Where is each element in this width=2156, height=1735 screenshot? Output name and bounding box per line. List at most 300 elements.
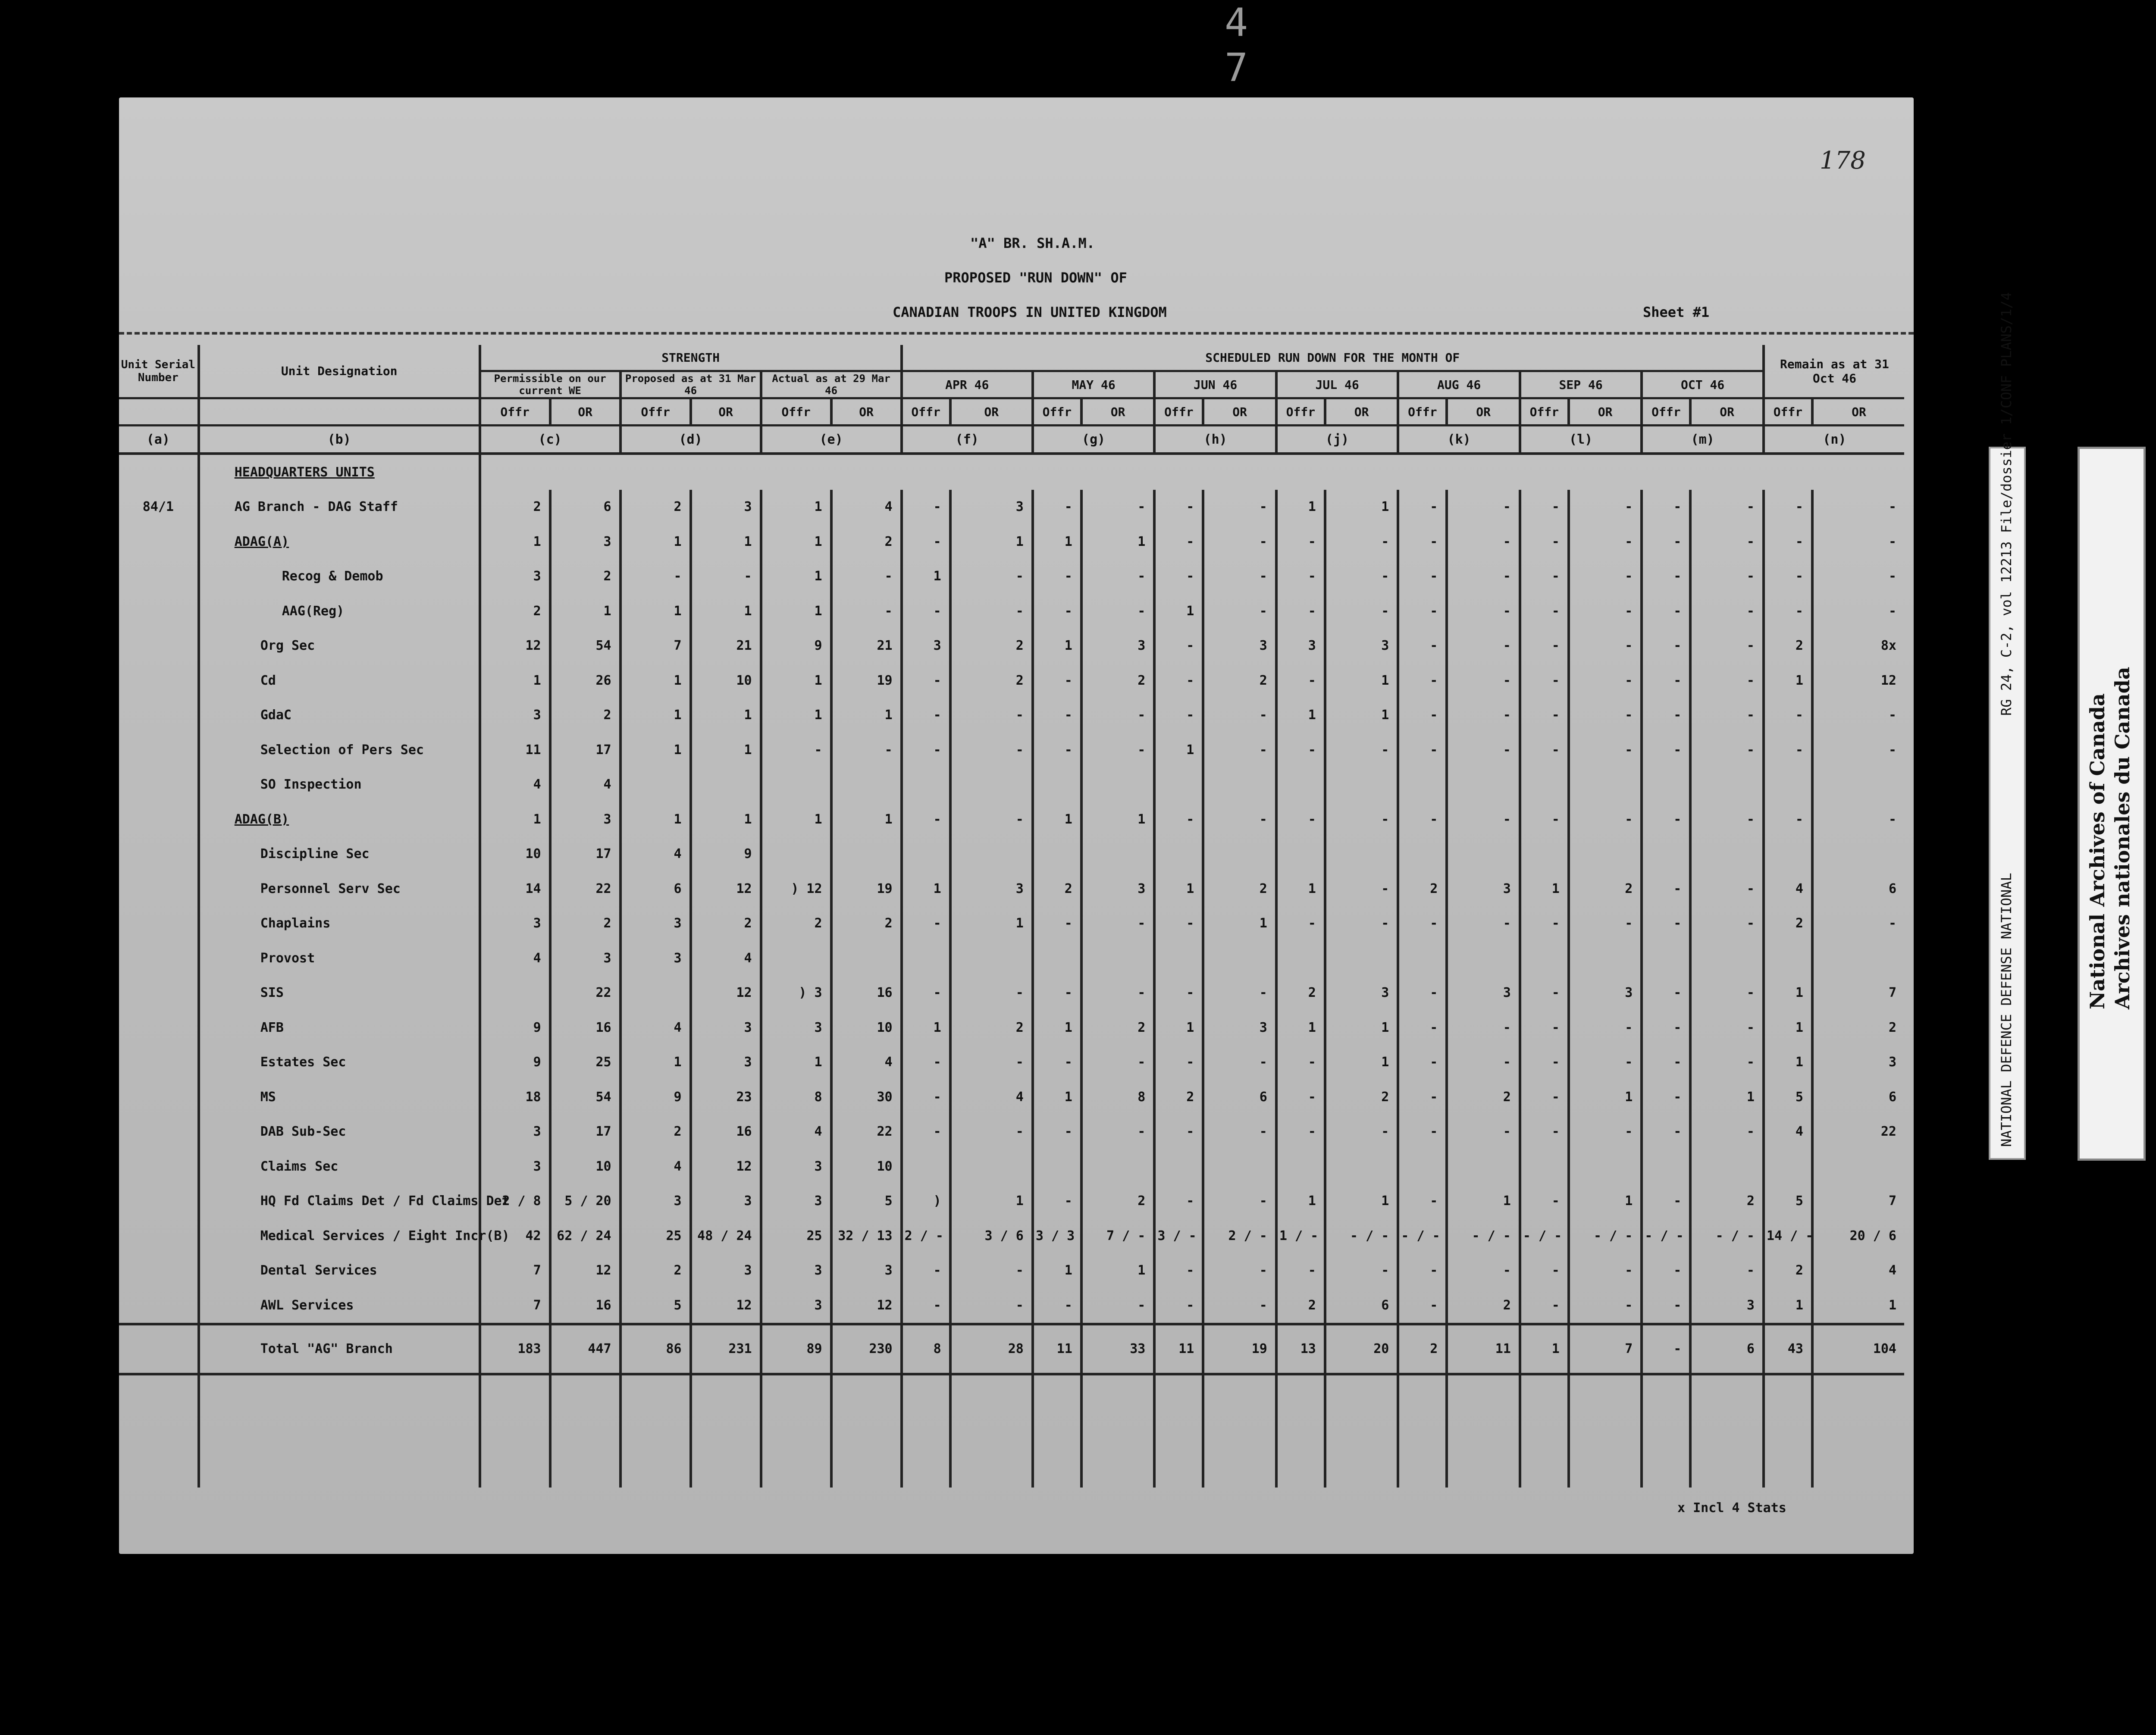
- archive-name-fr: Archives nationales du Canada: [2111, 667, 2134, 1009]
- value-cell: -: [1276, 906, 1325, 941]
- value-cell: [1569, 837, 1642, 872]
- archive-reference-label: [1989, 292, 2026, 1160]
- value-cell: -: [1081, 733, 1155, 767]
- value-cell: -: [1447, 594, 1520, 629]
- designation-text: Provost: [260, 950, 315, 966]
- value-cell: 3: [691, 1010, 761, 1045]
- value-cell: -: [1276, 802, 1325, 837]
- value-cell: 3 / -: [1154, 1218, 1203, 1253]
- value-cell: 12: [831, 1288, 902, 1324]
- total-value-cell: 183: [480, 1324, 550, 1374]
- value-cell: -: [1764, 733, 1812, 767]
- value-cell: -: [1398, 733, 1447, 767]
- value-cell: -: [1642, 1184, 1690, 1219]
- value-cell: 1: [1325, 1184, 1398, 1219]
- designation-cell: [199, 663, 480, 698]
- value-cell: -: [950, 594, 1033, 629]
- value-cell: 32 / 13: [831, 1218, 902, 1253]
- value-cell: [1447, 1149, 1520, 1184]
- value-cell: -: [902, 906, 950, 941]
- value-cell: [1569, 1149, 1642, 1184]
- header-or: OR: [831, 398, 902, 426]
- value-cell: [761, 941, 831, 976]
- value-cell: -: [902, 594, 950, 629]
- value-cell: 3: [1325, 629, 1398, 664]
- value-cell: [1812, 837, 1904, 872]
- value-cell: 3: [480, 698, 550, 733]
- value-cell: 1: [691, 733, 761, 767]
- column-letter: (j): [1276, 426, 1398, 454]
- value-cell: 5: [620, 1288, 691, 1324]
- value-cell: -: [1569, 1288, 1642, 1324]
- column-letter: (e): [761, 426, 902, 454]
- value-cell: -: [1690, 802, 1764, 837]
- value-cell: -: [1812, 733, 1904, 767]
- value-cell: -: [1398, 1253, 1447, 1288]
- designation-cell: [199, 941, 480, 976]
- value-cell: [1398, 837, 1447, 872]
- value-cell: 2: [480, 594, 550, 629]
- value-cell: 3: [1203, 1010, 1276, 1045]
- value-cell: 5: [1764, 1080, 1812, 1115]
- value-cell: -: [902, 802, 950, 837]
- total-label: Total "AG" Branch: [199, 1324, 480, 1374]
- value-cell: [902, 1149, 950, 1184]
- table-row: [119, 698, 1904, 733]
- header-remain: Remain as at 31 Oct 46: [1764, 345, 1904, 398]
- value-cell: 3: [550, 941, 620, 976]
- value-cell: 2: [761, 906, 831, 941]
- value-cell: 2: [950, 663, 1033, 698]
- designation-text: Recog & Demob: [282, 569, 383, 584]
- value-cell: -: [1154, 524, 1203, 559]
- serial-cell: [119, 1324, 199, 1374]
- value-cell: 2: [831, 524, 902, 559]
- value-cell: -: [1154, 629, 1203, 664]
- value-cell: 2: [550, 906, 620, 941]
- value-cell: 3: [761, 1288, 831, 1324]
- value-cell: 4: [831, 1045, 902, 1080]
- value-cell: 1: [1325, 1045, 1398, 1080]
- value-cell: -: [1398, 906, 1447, 941]
- value-cell: 2: [1276, 1288, 1325, 1324]
- value-cell: -: [1520, 594, 1569, 629]
- header-offr: Offr: [480, 398, 550, 426]
- value-cell: 62 / 24: [550, 1218, 620, 1253]
- blank-cell: [950, 1374, 1033, 1488]
- designation-cell: [199, 767, 480, 802]
- designation-cell: [199, 906, 480, 941]
- value-cell: 3: [761, 1184, 831, 1219]
- blank-cell: [1764, 1374, 1812, 1488]
- designation-cell: [199, 1184, 510, 1219]
- value-cell: 22: [550, 871, 620, 906]
- value-cell: -: [1690, 663, 1764, 698]
- value-cell: [1154, 767, 1203, 802]
- value-cell: 2: [1081, 1010, 1155, 1045]
- value-cell: -: [1569, 1045, 1642, 1080]
- value-cell: [1520, 941, 1569, 976]
- value-cell: [1690, 1149, 1764, 1184]
- value-cell: [1690, 941, 1764, 976]
- value-cell: 3: [761, 1149, 831, 1184]
- value-cell: -: [1447, 1045, 1520, 1080]
- table-row: [119, 976, 1904, 1011]
- value-cell: -: [1520, 1045, 1569, 1080]
- header-offr: Offr: [1398, 398, 1447, 426]
- value-cell: 4: [550, 767, 620, 802]
- value-cell: 2: [1033, 871, 1081, 906]
- value-cell: -: [1398, 1045, 1447, 1080]
- value-cell: 2: [550, 698, 620, 733]
- header-month-aug: AUG 46: [1398, 371, 1520, 398]
- value-cell: -: [1690, 871, 1764, 906]
- value-cell: 1: [1325, 663, 1398, 698]
- value-cell: -: [1690, 524, 1764, 559]
- serial-cell: [119, 871, 199, 906]
- blank-cell: [480, 1374, 550, 1488]
- value-cell: [902, 767, 950, 802]
- value-cell: 1: [620, 733, 691, 767]
- value-cell: -: [1447, 490, 1520, 525]
- value-cell: 4: [691, 941, 761, 976]
- value-cell: [831, 941, 902, 976]
- column-letter: (b): [199, 426, 480, 454]
- value-cell: 5: [831, 1184, 902, 1219]
- value-cell: -: [1033, 1115, 1081, 1149]
- top-registration-marks: 4 7: [1225, 0, 1261, 91]
- column-letter: (h): [1154, 426, 1276, 454]
- value-cell: -: [1203, 594, 1276, 629]
- value-cell: 10: [480, 837, 550, 872]
- value-cell: 9: [691, 837, 761, 872]
- value-cell: [761, 767, 831, 802]
- designation-text: Medical Services / Eight Incr(B): [260, 1228, 510, 1243]
- value-cell: -: [1642, 698, 1690, 733]
- value-cell: 54: [550, 1080, 620, 1115]
- value-cell: -: [1154, 906, 1203, 941]
- total-value-cell: 231: [691, 1324, 761, 1374]
- blank-cell: [1569, 1374, 1642, 1488]
- value-cell: -: [1033, 976, 1081, 1011]
- value-cell: 2: [1203, 871, 1276, 906]
- value-cell: -: [1642, 524, 1690, 559]
- value-cell: -: [1812, 906, 1904, 941]
- value-cell: -: [1642, 733, 1690, 767]
- value-cell: 6: [620, 871, 691, 906]
- value-cell: [1398, 1149, 1447, 1184]
- table-row: [119, 871, 1904, 906]
- value-cell: -: [1033, 733, 1081, 767]
- value-cell: -: [1154, 490, 1203, 525]
- value-cell: -: [1154, 1253, 1203, 1288]
- designation-text: Claims Sec: [260, 1159, 338, 1174]
- value-cell: [1520, 767, 1569, 802]
- value-cell: -: [902, 663, 950, 698]
- value-cell: -: [1520, 1253, 1569, 1288]
- value-cell: 3: [1447, 976, 1520, 1011]
- value-cell: 2 / -: [902, 1218, 950, 1253]
- blank-cell: [1325, 1374, 1398, 1488]
- value-cell: -: [1642, 663, 1690, 698]
- value-cell: -: [1081, 1045, 1155, 1080]
- value-cell: 3: [1276, 629, 1325, 664]
- total-value-cell: 33: [1081, 1324, 1155, 1374]
- value-cell: -: [1569, 594, 1642, 629]
- value-cell: -: [1276, 733, 1325, 767]
- value-cell: 3: [620, 906, 691, 941]
- value-cell: -: [1569, 1115, 1642, 1149]
- value-cell: -: [1520, 698, 1569, 733]
- serial-cell: [119, 906, 199, 941]
- value-cell: -: [1812, 698, 1904, 733]
- blank-cell: [1154, 1374, 1203, 1488]
- value-cell: -: [1276, 663, 1325, 698]
- value-cell: 1: [950, 1184, 1033, 1219]
- value-cell: 7: [620, 629, 691, 664]
- value-cell: 9: [620, 1080, 691, 1115]
- value-cell: 1: [1569, 1184, 1642, 1219]
- value-cell: [1642, 1149, 1690, 1184]
- value-cell: -: [1569, 1010, 1642, 1045]
- header-or: OR: [1325, 398, 1398, 426]
- value-cell: -: [1398, 1080, 1447, 1115]
- designation-text: Selection of Pers Sec: [260, 742, 424, 758]
- value-cell: 23: [691, 1080, 761, 1115]
- value-cell: -: [1325, 733, 1398, 767]
- value-cell: -: [1203, 1115, 1276, 1149]
- total-value-cell: -: [1642, 1324, 1690, 1374]
- value-cell: 25: [620, 1218, 691, 1253]
- serial-cell: [119, 1115, 199, 1149]
- value-cell: [1520, 1149, 1569, 1184]
- value-cell: [1325, 941, 1398, 976]
- value-cell: 1: [902, 1010, 950, 1045]
- value-cell: 1: [691, 698, 761, 733]
- value-cell: 18: [480, 1080, 550, 1115]
- value-cell: -: [902, 490, 950, 525]
- value-cell: 22: [550, 976, 620, 1011]
- table-row: [119, 524, 1904, 559]
- value-cell: [761, 837, 831, 872]
- value-cell: -: [950, 1253, 1033, 1288]
- value-cell: - / -: [1398, 1218, 1447, 1253]
- value-cell: 17: [550, 837, 620, 872]
- value-cell: 12: [1812, 663, 1904, 698]
- value-cell: 1: [761, 559, 831, 594]
- value-cell: -: [831, 559, 902, 594]
- blank-cell: [691, 1374, 761, 1488]
- value-cell: 1: [1764, 1288, 1812, 1324]
- serial-cell: [119, 629, 199, 664]
- value-cell: 6: [1812, 1080, 1904, 1115]
- value-cell: 12: [691, 1149, 761, 1184]
- value-cell: [831, 837, 902, 872]
- value-cell: [1154, 1149, 1203, 1184]
- value-cell: -: [1276, 1045, 1325, 1080]
- value-cell: -: [1642, 802, 1690, 837]
- value-cell: [1154, 941, 1203, 976]
- blank-cell: [761, 1374, 831, 1488]
- value-cell: 3 / 6: [950, 1218, 1033, 1253]
- total-value-cell: 13: [1276, 1324, 1325, 1374]
- value-cell: 4: [620, 1010, 691, 1045]
- value-cell: -: [1398, 698, 1447, 733]
- serial-cell: [119, 1288, 199, 1324]
- document-subtitle-1: PROPOSED "RUN DOWN" OF: [944, 269, 1127, 286]
- value-cell: 7: [1812, 1184, 1904, 1219]
- value-cell: 1: [691, 802, 761, 837]
- value-cell: 7: [480, 1253, 550, 1288]
- value-cell: -: [1447, 524, 1520, 559]
- value-cell: 2: [1398, 871, 1447, 906]
- value-cell: -: [1447, 559, 1520, 594]
- value-cell: -: [1203, 976, 1276, 1011]
- value-cell: -: [1325, 559, 1398, 594]
- designation-cell: [199, 1149, 480, 1184]
- value-cell: 1: [1569, 1080, 1642, 1115]
- value-cell: 3: [761, 1253, 831, 1288]
- designation-cell: [199, 1288, 480, 1324]
- value-cell: -: [950, 1045, 1033, 1080]
- value-cell: 2: [1569, 871, 1642, 906]
- table-row: [119, 837, 1904, 872]
- value-cell: 2: [1276, 976, 1325, 1011]
- value-cell: 1: [1154, 594, 1203, 629]
- value-cell: 12: [550, 1253, 620, 1288]
- header-month-jun: JUN 46: [1154, 371, 1276, 398]
- value-cell: 2: [1081, 663, 1155, 698]
- value-cell: 19: [831, 663, 902, 698]
- value-cell: 3: [1081, 871, 1155, 906]
- value-cell: [1325, 1149, 1398, 1184]
- value-cell: 3: [620, 1184, 691, 1219]
- value-cell: [1642, 767, 1690, 802]
- value-cell: [1642, 941, 1690, 976]
- value-cell: [620, 976, 691, 1011]
- designation-cell: [199, 1115, 480, 1149]
- value-cell: [1569, 767, 1642, 802]
- value-cell: -: [1203, 1253, 1276, 1288]
- designation-cell: [199, 559, 480, 594]
- value-cell: -: [761, 733, 831, 767]
- value-cell: -: [1154, 698, 1203, 733]
- designation-text: Discipline Sec: [260, 846, 370, 862]
- value-cell: -: [1276, 1253, 1325, 1288]
- value-cell: -: [902, 1115, 950, 1149]
- table-row: [119, 629, 1904, 664]
- rundown-table: [119, 345, 1904, 1488]
- blank-cell: [831, 1374, 902, 1488]
- value-cell: 3: [761, 1010, 831, 1045]
- designation-cell: [199, 1080, 480, 1115]
- designation-text: ADAG(A): [234, 534, 289, 549]
- blank-cell: [119, 1374, 199, 1488]
- value-cell: 1: [1081, 802, 1155, 837]
- value-cell: 1: [1276, 1184, 1325, 1219]
- value-cell: 2: [1447, 1288, 1520, 1324]
- value-cell: -: [902, 1045, 950, 1080]
- value-cell: [1033, 767, 1081, 802]
- serial-cell: [119, 1149, 199, 1184]
- value-cell: -: [1447, 802, 1520, 837]
- serial-cell: [119, 454, 199, 490]
- value-cell: 4: [831, 490, 902, 525]
- value-cell: 3: [550, 802, 620, 837]
- value-cell: [1812, 767, 1904, 802]
- designation-text: Personnel Serv Sec: [260, 881, 401, 896]
- value-cell: ) 12: [761, 871, 831, 906]
- blank-cell: [199, 1374, 480, 1488]
- total-row: [119, 1324, 1904, 1374]
- value-cell: -: [1520, 976, 1569, 1011]
- value-cell: [831, 767, 902, 802]
- table-row: [119, 594, 1904, 629]
- value-cell: [1690, 837, 1764, 872]
- value-cell: 11: [480, 733, 550, 767]
- value-cell: -: [1398, 594, 1447, 629]
- value-cell: [1033, 941, 1081, 976]
- designation-text: AAG(Reg): [282, 603, 345, 619]
- value-cell: -: [1033, 559, 1081, 594]
- designation-text: DAB Sub-Sec: [260, 1124, 346, 1140]
- value-cell: -: [1033, 698, 1081, 733]
- value-cell: [1325, 837, 1398, 872]
- designation-cell: [199, 1253, 480, 1288]
- value-cell: -: [1520, 1288, 1569, 1324]
- header-or: OR: [1203, 398, 1276, 426]
- value-cell: [480, 976, 550, 1011]
- total-value-cell: 43: [1764, 1324, 1812, 1374]
- value-cell: -: [1569, 524, 1642, 559]
- value-cell: 7 / -: [1081, 1218, 1155, 1253]
- value-cell: [1276, 767, 1325, 802]
- header-serial: Unit Serial Number: [119, 345, 199, 398]
- value-cell: -: [1081, 698, 1155, 733]
- header-divider: [119, 332, 1914, 335]
- value-cell: -: [1203, 802, 1276, 837]
- value-cell: -: [1447, 629, 1520, 664]
- value-cell: 1: [1276, 1010, 1325, 1045]
- value-cell: -: [902, 698, 950, 733]
- blank-cell: [1276, 1374, 1325, 1488]
- header-offr: Offr: [620, 398, 691, 426]
- value-cell: 1: [1033, 524, 1081, 559]
- value-cell: 48 / 24: [691, 1218, 761, 1253]
- value-cell: 2: [1447, 1080, 1520, 1115]
- column-letter: (d): [620, 426, 761, 454]
- value-cell: 1: [620, 698, 691, 733]
- value-cell: [1398, 767, 1447, 802]
- column-letter-row: [119, 426, 1904, 454]
- value-cell: -: [1642, 906, 1690, 941]
- total-value-cell: 86: [620, 1324, 691, 1374]
- value-cell: -: [1203, 1045, 1276, 1080]
- value-cell: -: [1081, 906, 1155, 941]
- total-value-cell: 11: [1447, 1324, 1520, 1374]
- value-cell: 1: [1276, 871, 1325, 906]
- value-cell: -: [1203, 1288, 1276, 1324]
- designation-cell: [199, 594, 480, 629]
- value-cell: -: [902, 1253, 950, 1288]
- value-cell: 17: [550, 1115, 620, 1149]
- value-cell: [1033, 1149, 1081, 1184]
- value-cell: 8x: [1812, 629, 1904, 664]
- value-cell: -: [1690, 1010, 1764, 1045]
- value-cell: [1812, 1149, 1904, 1184]
- value-cell: -: [1642, 1080, 1690, 1115]
- table-row: [119, 559, 1904, 594]
